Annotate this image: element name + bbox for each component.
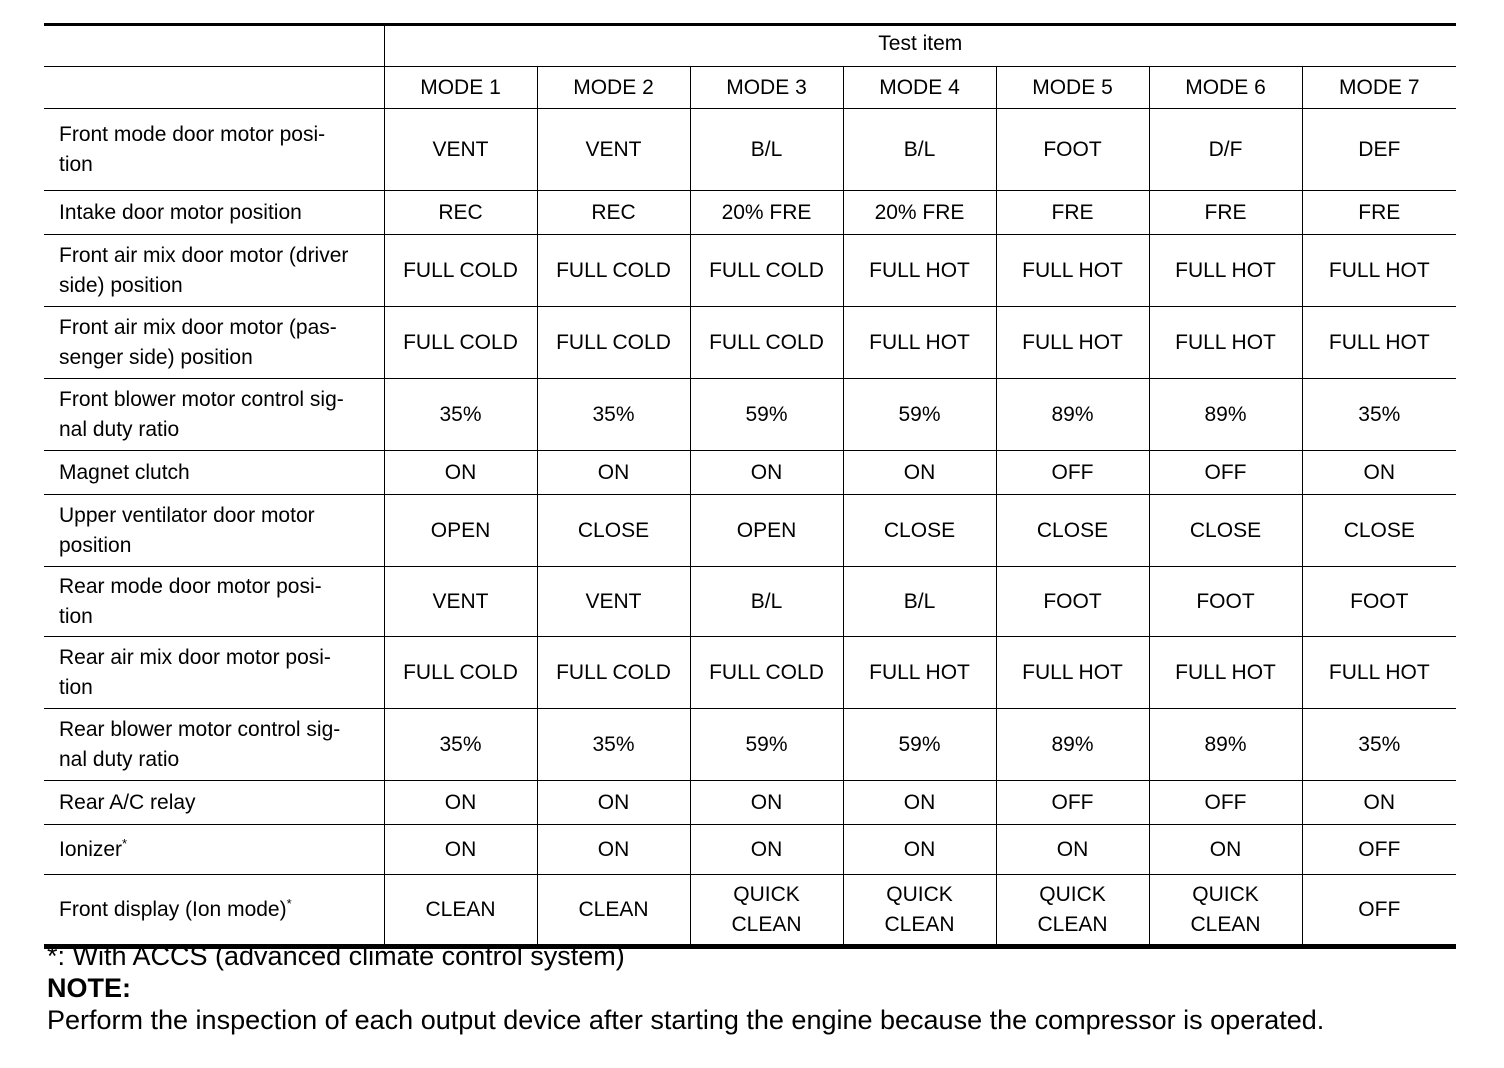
mode-header-5: MODE 5	[996, 67, 1149, 109]
value-cell-mode-4: FULL HOT	[843, 637, 996, 709]
value-cell-mode-3: ON	[690, 781, 843, 825]
value-cell-mode-3: 59%	[690, 379, 843, 451]
value-cell-mode-4: ON	[843, 451, 996, 495]
value-cell-mode-6: 89%	[1149, 379, 1302, 451]
value-cell-mode-6: FULL HOT	[1149, 235, 1302, 307]
value-cell-mode-2: 35%	[537, 709, 690, 781]
value-cell-mode-4: ON	[843, 781, 996, 825]
value-cell-mode-6: OFF	[1149, 781, 1302, 825]
mode-header-7: MODE 7	[1302, 67, 1456, 109]
value-cell-mode-2: CLOSE	[537, 495, 690, 567]
value-cell-mode-4: FULL HOT	[843, 307, 996, 379]
output-device-test-table	[44, 23, 1456, 949]
value-cell-mode-5: FULL HOT	[996, 307, 1149, 379]
table-row	[44, 451, 1456, 495]
table-row	[44, 875, 1456, 947]
table-row	[44, 307, 1456, 379]
value-cell-mode-5: OFF	[996, 781, 1149, 825]
table-row	[44, 495, 1456, 567]
item-label: Front mode door motor posi- tion	[59, 122, 326, 176]
value-cell-mode-3: ON	[690, 451, 843, 495]
value-cell-mode-7: 35%	[1302, 709, 1456, 781]
value-cell-mode-3: OPEN	[690, 495, 843, 567]
footnote-marker: *	[286, 895, 292, 911]
value-cell-mode-1: VENT	[384, 109, 537, 191]
header-corner-cell	[44, 25, 384, 67]
value-cell-mode-7: ON	[1302, 451, 1456, 495]
value-cell-mode-3: 20% FRE	[690, 191, 843, 235]
value-cell-mode-3: B/L	[690, 567, 843, 637]
value-cell-mode-7: FULL HOT	[1302, 637, 1456, 709]
value-cell-mode-6: FULL HOT	[1149, 307, 1302, 379]
value-cell-mode-3: FULL COLD	[690, 307, 843, 379]
value-cell-mode-2: REC	[537, 191, 690, 235]
value-cell-mode-6: QUICK CLEAN	[1149, 875, 1302, 947]
value-cell-mode-1: REC	[384, 191, 537, 235]
item-label-cell	[44, 567, 384, 637]
note-text: Perform the inspection of each output device after starting the engine because the compressor is operated.	[47, 1005, 1325, 1035]
value-cell-mode-3: 59%	[690, 709, 843, 781]
item-label: Front display (Ion mode)	[59, 897, 287, 921]
value-cell-mode-1: ON	[384, 825, 537, 875]
value-cell-mode-6: FULL HOT	[1149, 637, 1302, 709]
value-cell-mode-2: VENT	[537, 567, 690, 637]
value-cell-mode-4: QUICK CLEAN	[843, 875, 996, 947]
value-cell-mode-5: FRE	[996, 191, 1149, 235]
value-cell-mode-5: ON	[996, 825, 1149, 875]
value-cell-mode-5: 89%	[996, 709, 1149, 781]
item-label-cell	[44, 379, 384, 451]
mode-header-1: MODE 1	[384, 67, 537, 109]
value-cell-mode-1: OPEN	[384, 495, 537, 567]
mode-header-2: MODE 2	[537, 67, 690, 109]
note-heading: NOTE:	[47, 973, 131, 1003]
footnote: *: With ACCS (advanced climate control system)	[47, 941, 625, 971]
table-row	[44, 781, 1456, 825]
value-cell-mode-7: OFF	[1302, 875, 1456, 947]
value-cell-mode-1: CLEAN	[384, 875, 537, 947]
table-row	[44, 379, 1456, 451]
item-label: Ionizer	[59, 837, 123, 861]
value-cell-mode-6: FOOT	[1149, 567, 1302, 637]
item-label: Magnet clutch	[59, 460, 190, 484]
value-cell-mode-5: 89%	[996, 379, 1149, 451]
value-cell-mode-2: FULL COLD	[537, 637, 690, 709]
table-row	[44, 109, 1456, 191]
value-cell-mode-5: OFF	[996, 451, 1149, 495]
value-cell-mode-7: ON	[1302, 781, 1456, 825]
item-label: Front blower motor control sig- nal duty ratio	[59, 387, 344, 441]
value-cell-mode-7: DEF	[1302, 109, 1456, 191]
table-row	[44, 567, 1456, 637]
table-row	[44, 235, 1456, 307]
value-cell-mode-1: 35%	[384, 709, 537, 781]
value-cell-mode-2: FULL COLD	[537, 235, 690, 307]
value-cell-mode-1: ON	[384, 451, 537, 495]
notes-section	[47, 940, 1324, 1036]
value-cell-mode-6: ON	[1149, 825, 1302, 875]
table-row	[44, 825, 1456, 875]
value-cell-mode-7: 35%	[1302, 379, 1456, 451]
value-cell-mode-5: FOOT	[996, 567, 1149, 637]
item-label-cell	[44, 781, 384, 825]
value-cell-mode-5: FULL HOT	[996, 637, 1149, 709]
item-label-cell	[44, 825, 384, 875]
item-label: Front air mix door motor (pas- senger side) position	[59, 315, 337, 369]
value-cell-mode-4: ON	[843, 825, 996, 875]
value-cell-mode-7: FULL HOT	[1302, 235, 1456, 307]
footnote-marker: *	[122, 835, 128, 851]
item-label: Front air mix door motor (driver side) position	[59, 243, 349, 297]
value-cell-mode-1: FULL COLD	[384, 637, 537, 709]
mode-header-3: MODE 3	[690, 67, 843, 109]
header-row-modes	[44, 67, 1456, 109]
test-item-header: Test item	[384, 25, 1456, 67]
item-label-cell	[44, 307, 384, 379]
item-label-cell	[44, 495, 384, 567]
value-cell-mode-6: FRE	[1149, 191, 1302, 235]
value-cell-mode-4: 59%	[843, 709, 996, 781]
value-cell-mode-3: FULL COLD	[690, 637, 843, 709]
value-cell-mode-7: FOOT	[1302, 567, 1456, 637]
item-label-cell	[44, 709, 384, 781]
value-cell-mode-5: QUICK CLEAN	[996, 875, 1149, 947]
value-cell-mode-7: OFF	[1302, 825, 1456, 875]
item-label-cell	[44, 637, 384, 709]
item-label: Intake door motor position	[59, 200, 302, 224]
item-label-cell	[44, 875, 384, 947]
value-cell-mode-4: 20% FRE	[843, 191, 996, 235]
item-label-cell	[44, 191, 384, 235]
value-cell-mode-1: FULL COLD	[384, 235, 537, 307]
item-label: Upper ventilator door motor position	[59, 503, 315, 557]
item-label-cell	[44, 235, 384, 307]
item-label: Rear air mix door motor posi- tion	[59, 645, 331, 699]
value-cell-mode-3: FULL COLD	[690, 235, 843, 307]
value-cell-mode-4: FULL HOT	[843, 235, 996, 307]
value-cell-mode-2: ON	[537, 825, 690, 875]
table-row	[44, 191, 1456, 235]
value-cell-mode-4: B/L	[843, 109, 996, 191]
item-label: Rear A/C relay	[59, 790, 196, 814]
value-cell-mode-1: FULL COLD	[384, 307, 537, 379]
header-row-span	[44, 25, 1456, 67]
value-cell-mode-2: VENT	[537, 109, 690, 191]
value-cell-mode-6: OFF	[1149, 451, 1302, 495]
value-cell-mode-7: FULL HOT	[1302, 307, 1456, 379]
value-cell-mode-5: FULL HOT	[996, 235, 1149, 307]
table-row	[44, 637, 1456, 709]
value-cell-mode-6: D/F	[1149, 109, 1302, 191]
value-cell-mode-2: ON	[537, 781, 690, 825]
value-cell-mode-3: ON	[690, 825, 843, 875]
value-cell-mode-4: B/L	[843, 567, 996, 637]
value-cell-mode-1: 35%	[384, 379, 537, 451]
value-cell-mode-3: B/L	[690, 109, 843, 191]
value-cell-mode-2: CLEAN	[537, 875, 690, 947]
item-label-cell	[44, 109, 384, 191]
test-item-table-container	[44, 23, 1456, 949]
value-cell-mode-4: CLOSE	[843, 495, 996, 567]
value-cell-mode-1: ON	[384, 781, 537, 825]
table-row	[44, 709, 1456, 781]
mode-header-4: MODE 4	[843, 67, 996, 109]
item-label: Rear blower motor control sig- nal duty ratio	[59, 717, 341, 771]
value-cell-mode-2: 35%	[537, 379, 690, 451]
value-cell-mode-5: FOOT	[996, 109, 1149, 191]
item-label-cell	[44, 451, 384, 495]
value-cell-mode-5: CLOSE	[996, 495, 1149, 567]
value-cell-mode-7: FRE	[1302, 191, 1456, 235]
value-cell-mode-2: FULL COLD	[537, 307, 690, 379]
header-corner-cell	[44, 67, 384, 109]
value-cell-mode-6: CLOSE	[1149, 495, 1302, 567]
value-cell-mode-2: ON	[537, 451, 690, 495]
value-cell-mode-6: 89%	[1149, 709, 1302, 781]
item-label: Rear mode door motor posi- tion	[59, 574, 322, 628]
value-cell-mode-7: CLOSE	[1302, 495, 1456, 567]
value-cell-mode-3: QUICK CLEAN	[690, 875, 843, 947]
mode-header-6: MODE 6	[1149, 67, 1302, 109]
value-cell-mode-1: VENT	[384, 567, 537, 637]
value-cell-mode-4: 59%	[843, 379, 996, 451]
